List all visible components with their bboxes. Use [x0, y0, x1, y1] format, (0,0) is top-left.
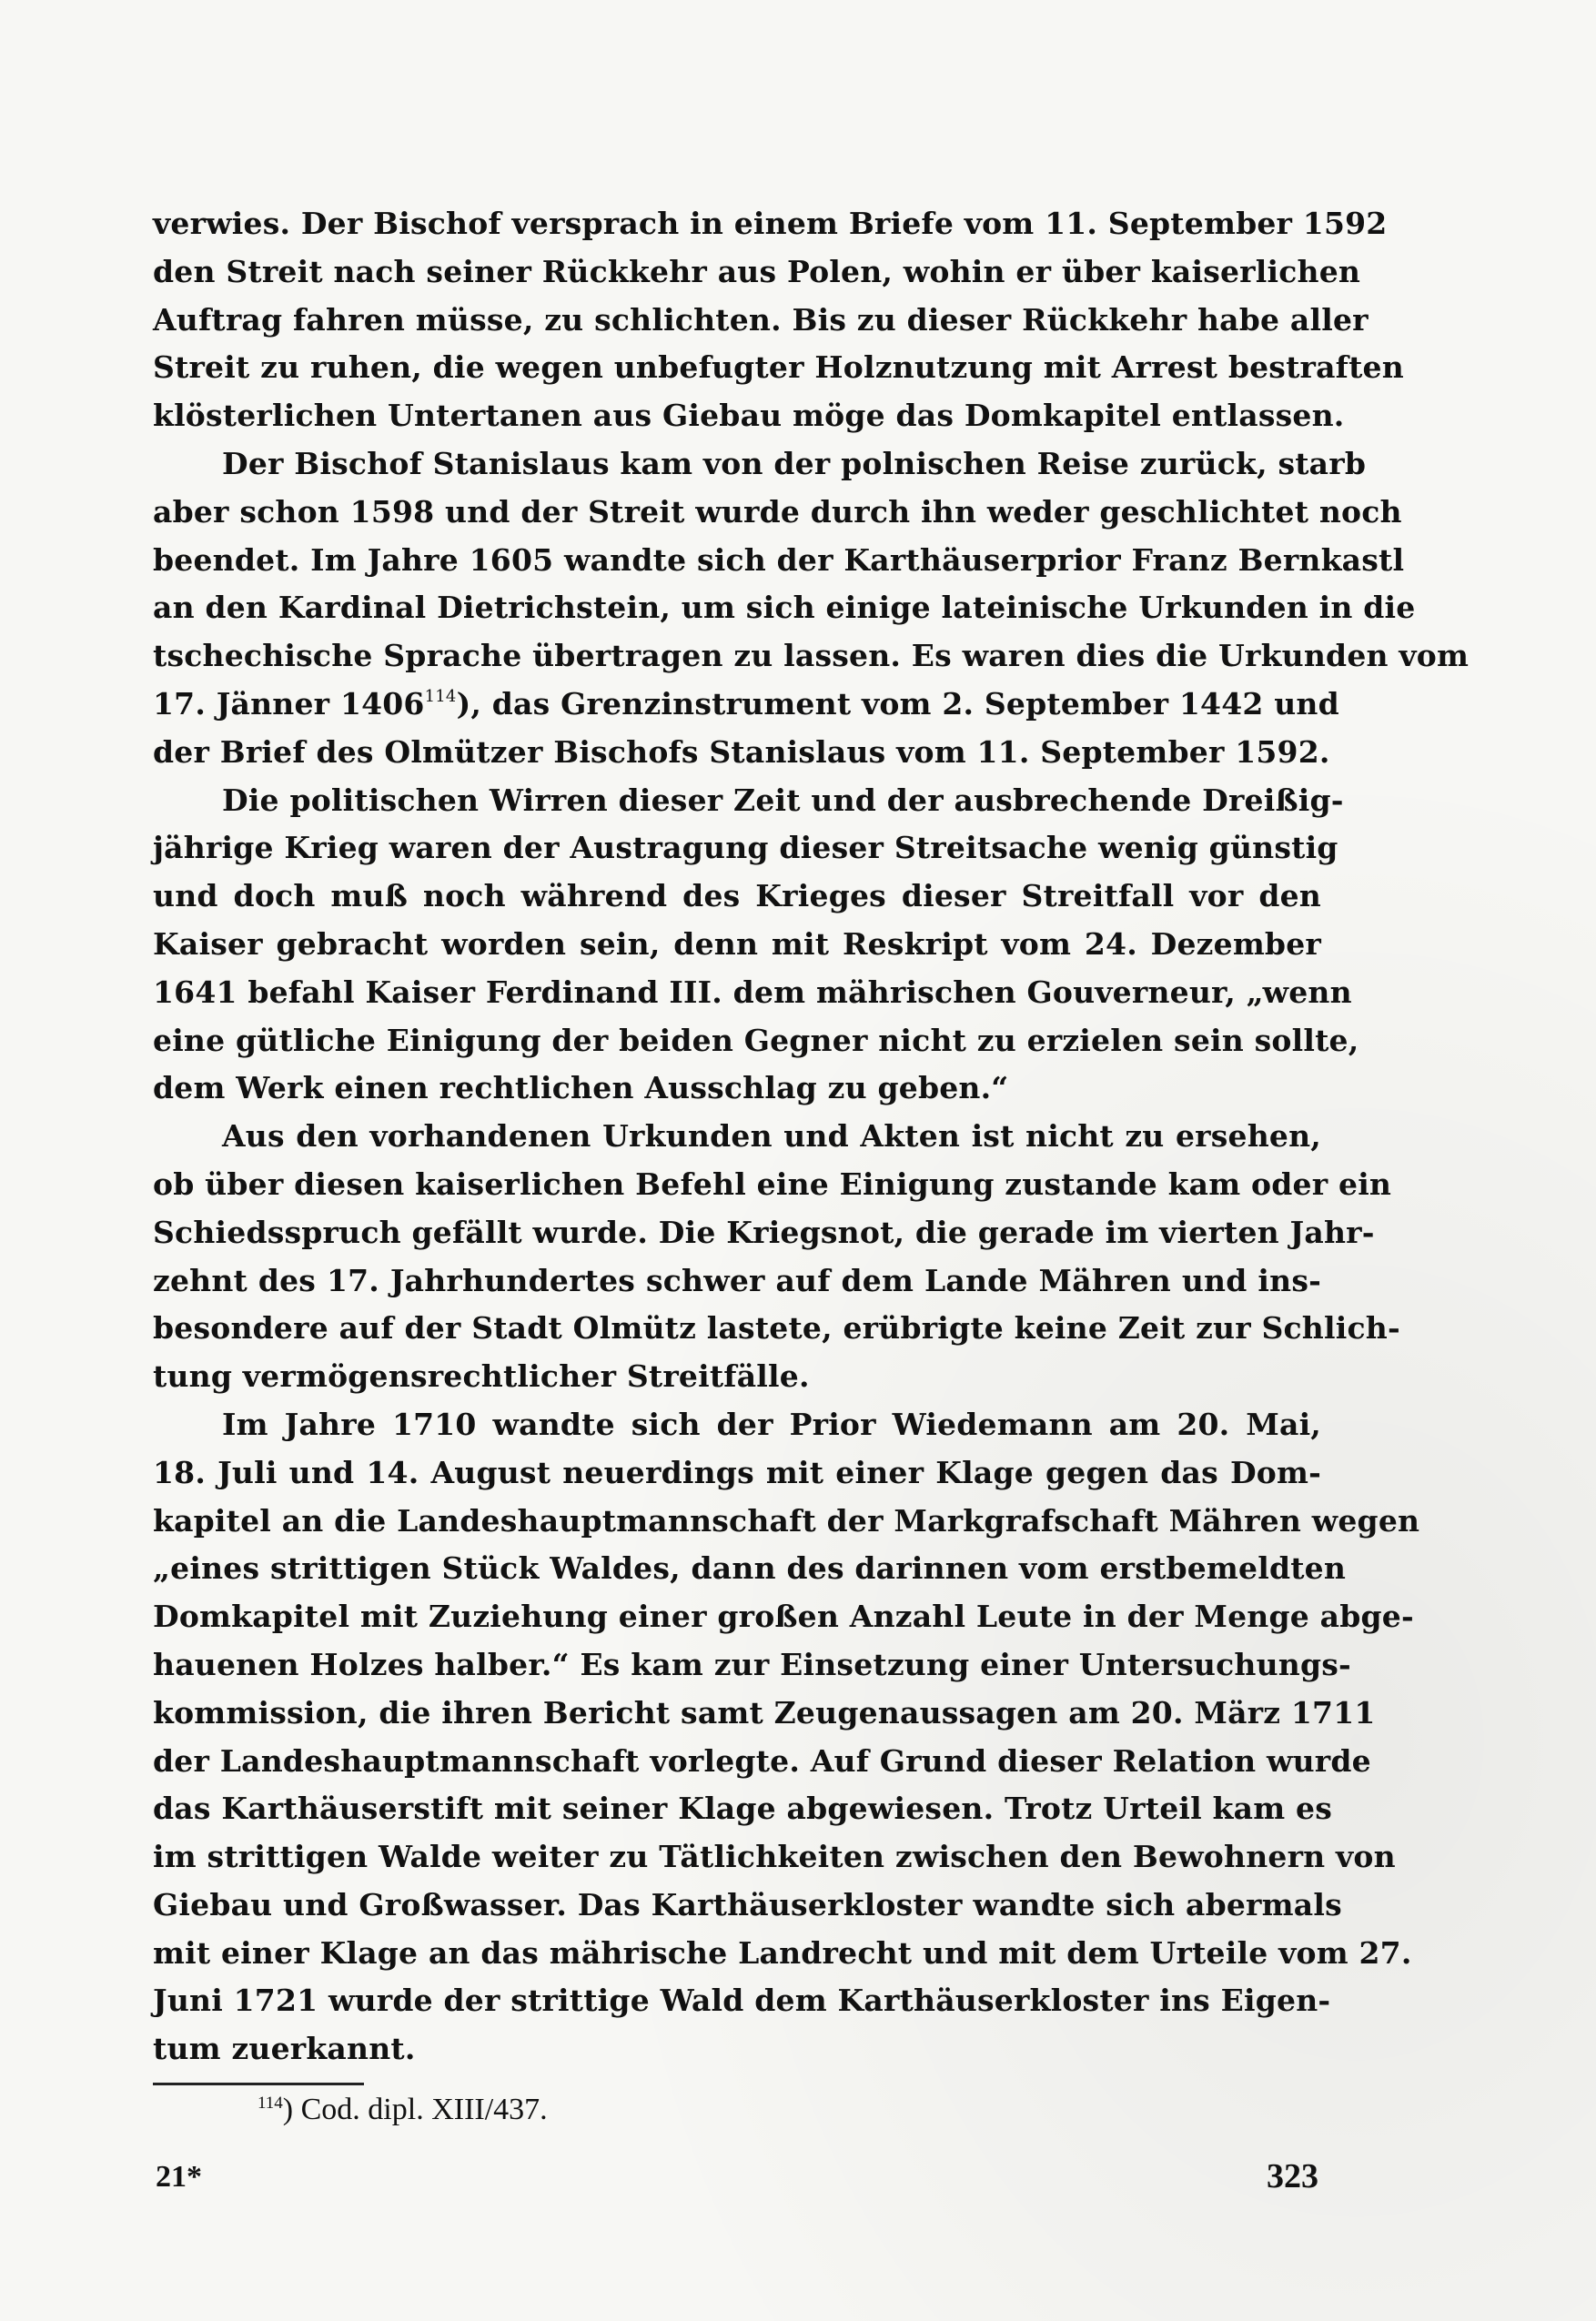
text-line — [153, 2025, 1321, 2074]
line-text: Auftrag fahren müsse, zu schlichten. Bis zu dieser Rückkehr habe aller — [153, 301, 1369, 338]
line-text: Im Jahre 1710 wandte sich der Prior Wiedemann am 20. Mai, — [222, 1406, 1321, 1442]
text-line — [153, 584, 1416, 632]
line-text: hauenen Holzes halber.“ Es kam zur Einsetzung einer Untersuchungs- — [153, 1646, 1351, 1682]
text-line — [153, 1930, 1412, 1978]
line-text: besondere auf der Stadt Olmütz lastete, erübrigte keine Zeit zur Schlich- — [153, 1310, 1400, 1347]
text-line — [153, 1257, 1321, 1306]
line-text: das Karthäuserstift mit seiner Klage abgewiesen. Trotz Urteil kam es — [153, 1791, 1332, 1827]
text-line — [153, 1113, 1321, 1161]
text-line — [153, 1305, 1400, 1353]
line-text: eine gütliche Einigung der beiden Gegner nicht zu erzielen sein sollte, — [153, 1022, 1359, 1058]
text-line — [153, 1065, 1321, 1113]
line-text: der Brief des Olmützer Bischofs Stanislaus vom 11. September 1592. — [153, 733, 1330, 770]
text-line — [153, 1353, 1321, 1401]
line-text: ), das Grenzinstrument vom 2. September 1442 und — [456, 685, 1339, 722]
line-text: aber schon 1598 und der Streit wurde durch ihn weder geschlichtet noch — [153, 493, 1402, 530]
footnote-number: 114 — [258, 2094, 283, 2113]
line-text: an den Kardinal Dietrichstein, um sich einige lateinische Urkunden in die — [153, 590, 1416, 626]
line-text: verwies. Der Bischof versprach in einem Briefe vom 11. September 1592 — [153, 206, 1388, 241]
line-text: kommission, die ihren Bericht samt Zeugenaussagen am 20. März 1711 — [153, 1694, 1376, 1731]
line-text: Der Bischof Stanislaus kam von der polnischen Reise zurück, starb — [222, 445, 1367, 481]
text-line — [153, 1882, 1342, 1930]
line-text: Die politischen Wirren dieser Zeit und der ausbrechende Dreißig- — [222, 782, 1344, 818]
text-line — [153, 200, 1388, 248]
signature-mark: 21* — [156, 2160, 202, 2194]
text-line — [153, 969, 1352, 1017]
body-text — [153, 200, 1470, 2074]
line-text: Domkapitel mit Zuziehung einer großen Anzahl Leute in der Menge abge- — [153, 1599, 1414, 1635]
text-line — [153, 1449, 1321, 1498]
text-line — [153, 489, 1402, 537]
text-line — [153, 1738, 1371, 1786]
line-text: tschechische Sprache übertragen zu lassen. Es waren dies die Urkunden vom — [153, 638, 1470, 674]
text-line — [153, 777, 1344, 825]
line-text: jährige Krieg waren der Austragung dieser Streitsache wenig günstig — [153, 830, 1338, 866]
text-line — [153, 1977, 1331, 2025]
text-line — [153, 729, 1330, 777]
line-text: „eines strittigen Stück Waldes, dann des darinnen vom erstbemeldten — [153, 1550, 1347, 1587]
text-line — [153, 1161, 1392, 1209]
page-number: 323 — [1267, 2157, 1318, 2195]
text-line — [153, 1593, 1414, 1641]
text-line — [153, 440, 1367, 489]
line-text: im strittigen Walde weiter zu Tätlichkeiten zwischen den Bewohnern von — [153, 1839, 1396, 1875]
text-line — [153, 873, 1321, 921]
line-text: den Streit nach seiner Rückkehr aus Polen, wohin er über kaiserlichen — [153, 253, 1361, 289]
text-line — [153, 1401, 1321, 1449]
line-text: Schiedsspruch gefällt wurde. Die Kriegsnot, die gerade im vierten Jahr- — [153, 1214, 1375, 1250]
line-text: klösterlichen Untertanen aus Giebau möge das Domkapitel entlassen. — [153, 398, 1345, 434]
text-line — [153, 1498, 1420, 1546]
text-line — [153, 344, 1404, 392]
text-line — [153, 392, 1345, 440]
text-line — [153, 921, 1321, 969]
text-line — [153, 824, 1338, 873]
text-line — [153, 537, 1405, 585]
footnote-divider — [153, 2083, 364, 2085]
line-text: und doch muß noch während des Krieges dieser Streitfall vor den — [153, 878, 1321, 914]
line-text: tum zuerkannt. — [153, 2031, 416, 2067]
line-text: zehnt des 17. Jahrhundertes schwer auf dem Lande Mähren und ins- — [153, 1262, 1321, 1298]
text-line — [153, 297, 1369, 345]
line-text: beendet. Im Jahre 1605 wandte sich der Karthäuserprior Franz Bernkastl — [153, 541, 1405, 578]
text-line — [153, 1545, 1347, 1593]
line-text: der Landeshauptmannschaft vorlegte. Auf Grund dieser Relation wurde — [153, 1742, 1371, 1779]
line-text: 17. Jänner 1406 — [153, 685, 425, 722]
line-text: mit einer Klage an das mährische Landrecht und mit dem Urteile vom 27. — [153, 1934, 1412, 1971]
footnote-reference: 114 — [424, 686, 457, 706]
line-text: Aus den vorhandenen Urkunden und Akten ist nicht zu ersehen, — [222, 1118, 1321, 1155]
line-text: Juni 1721 wurde der strittige Wald dem Karthäuserkloster ins Eigen- — [153, 1983, 1331, 2019]
text-line — [153, 1641, 1351, 1690]
text-line — [153, 1833, 1396, 1882]
footnote-text: ) Cod. dipl. XIII/437. — [282, 2093, 548, 2126]
text-line — [153, 1017, 1359, 1065]
text-line — [153, 1690, 1376, 1738]
line-text: ob über diesen kaiserlichen Befehl eine Einigung zustande kam oder ein — [153, 1166, 1392, 1202]
footnote — [258, 2093, 548, 2127]
line-text: tung vermögensrechtlicher Streitfälle. — [153, 1358, 810, 1395]
line-text: Kaiser gebracht worden sein, denn mit Reskript vom 24. Dezember — [153, 925, 1321, 962]
text-line — [153, 632, 1470, 681]
line-text: Giebau und Großwasser. Das Karthäuserkloster wandte sich abermals — [153, 1886, 1342, 1922]
line-text: 18. Juli und 14. August neuerdings mit einer Klage gegen das Dom- — [153, 1454, 1321, 1490]
text-line — [153, 248, 1361, 297]
line-text: Streit zu ruhen, die wegen unbefugter Holznutzung mit Arrest bestraften — [153, 349, 1404, 386]
line-text: kapitel an die Landeshauptmannschaft der Markgrafschaft Mähren wegen — [153, 1502, 1420, 1539]
text-line — [153, 1209, 1375, 1257]
line-text: 1641 befahl Kaiser Ferdinand III. dem mährischen Gouverneur, „wenn — [153, 974, 1352, 1010]
line-text: dem Werk einen rechtlichen Ausschlag zu geben.“ — [153, 1070, 1009, 1106]
text-line — [153, 1785, 1332, 1833]
text-line — [153, 681, 1339, 729]
